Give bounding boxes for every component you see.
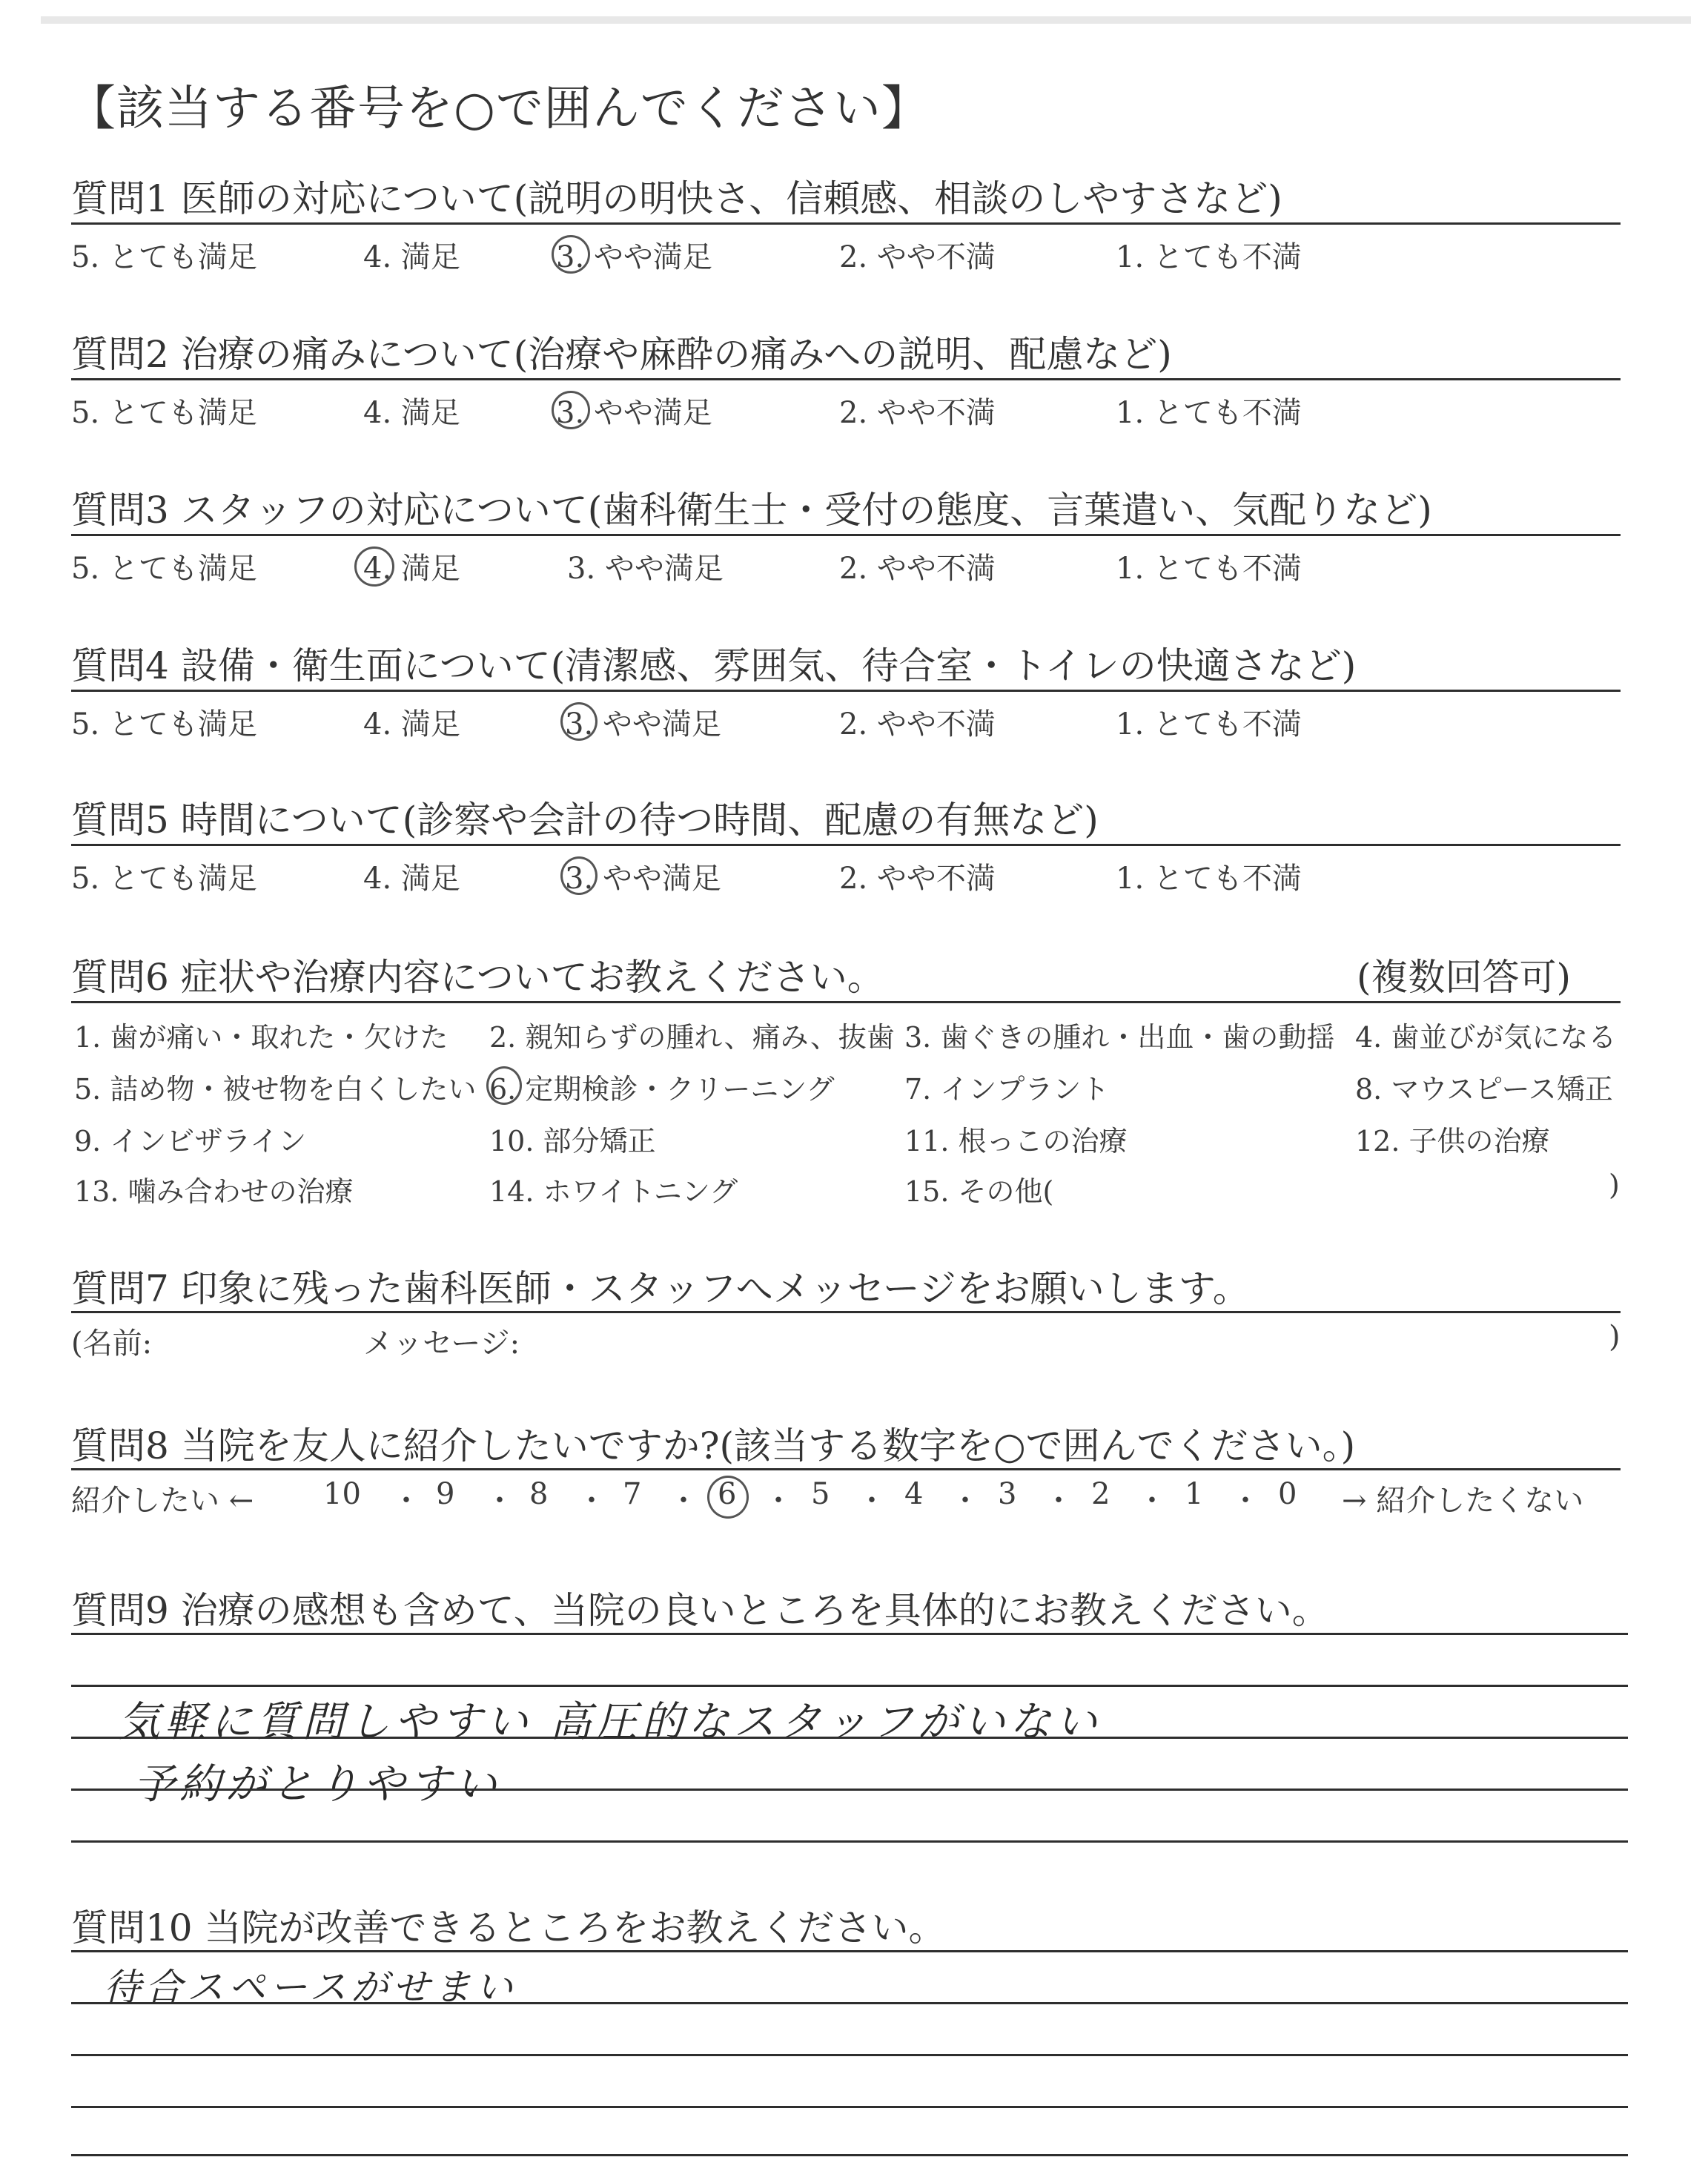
q3-option-2[interactable]: 2. やや不満 <box>839 552 996 586</box>
q8-scale-7[interactable]: 7 <box>623 1477 642 1511</box>
q8-scale-8[interactable]: 8 <box>529 1477 549 1511</box>
q6-option-1[interactable]: 1. 歯が痛い・取れた・欠けた <box>74 1021 448 1054</box>
q8-dot: ・ <box>669 1484 698 1518</box>
q2-option-2[interactable]: 2. やや不満 <box>839 396 996 430</box>
q9-answer-line-2[interactable]: 予約がとりやすい <box>133 1760 501 1809</box>
q6-option-8[interactable]: 8. マウスピース矯正 <box>1355 1073 1613 1106</box>
q1-option-4[interactable]: 4. 満足 <box>363 240 460 274</box>
question-6-note: (複数回答可) <box>1357 956 1572 999</box>
q4-option-3-selected[interactable]: 3. やや満足 <box>565 701 721 743</box>
question-4-label: 質問4 設備・衛生面について(清潔感、雰囲気、待合室・トイレの快適さなど) <box>71 644 1357 687</box>
question-5-label: 質問5 時間について(診察や会計の待つ時間、配慮の有無など) <box>71 799 1099 842</box>
q3-option-5[interactable]: 5. とても満足 <box>71 552 257 586</box>
q3-option-4-selected[interactable]: 4. 満足 <box>363 545 460 587</box>
q8-dot: ・ <box>391 1484 421 1518</box>
q6-option-3[interactable]: 3. 歯ぐきの腫れ・出血・歯の動揺 <box>904 1021 1335 1054</box>
q8-dot: ・ <box>1231 1484 1260 1518</box>
selection-circle <box>707 1476 749 1519</box>
answer-line <box>71 1633 1628 1635</box>
answer-line <box>71 1840 1628 1843</box>
page-title: 【該当する番号を○で囲んでください】 <box>68 82 930 136</box>
selection-circle <box>552 391 590 429</box>
q8-scale-0[interactable]: 0 <box>1278 1477 1297 1511</box>
q6-option-14[interactable]: 14. ホワイトニング <box>489 1175 738 1208</box>
q3-option-1[interactable]: 1. とても不満 <box>1116 552 1302 586</box>
q4-option-4[interactable]: 4. 満足 <box>363 707 460 742</box>
rule <box>71 1468 1621 1470</box>
answer-line <box>71 2154 1628 2156</box>
question-8-label: 質問8 当院を友人に紹介したいですか?(該当する数字を○で囲んでください。) <box>71 1424 1356 1467</box>
q6-option-13[interactable]: 13. 噛み合わせの治療 <box>74 1175 354 1208</box>
q8-scale-5[interactable]: 5 <box>811 1477 830 1511</box>
q6-option-10[interactable]: 10. 部分矯正 <box>489 1125 656 1157</box>
q8-dot: ・ <box>1044 1484 1073 1518</box>
q2-option-4[interactable]: 4. 満足 <box>363 396 460 430</box>
rule <box>71 534 1621 536</box>
q6-option-11[interactable]: 11. 根っこの治療 <box>904 1125 1128 1157</box>
q3-option-3[interactable]: 3. やや満足 <box>567 552 724 586</box>
rule <box>71 378 1621 380</box>
question-3-label: 質問3 スタッフの対応について(歯科衛生士・受付の態度、言葉遣い、気配りなど) <box>71 489 1432 532</box>
q8-scale-10[interactable]: 10 <box>323 1477 361 1511</box>
q1-option-1[interactable]: 1. とても不満 <box>1116 240 1302 274</box>
q8-dot: ・ <box>485 1484 514 1518</box>
q1-option-5[interactable]: 5. とても満足 <box>71 240 257 274</box>
q8-left-label: 紹介したい ← <box>71 1484 254 1518</box>
selection-circle <box>354 546 394 587</box>
rule <box>71 222 1621 225</box>
q2-option-3-selected[interactable]: 3. やや満足 <box>556 389 712 432</box>
q10-answer-line-1[interactable]: 待合スペースがせまい <box>104 1966 517 2009</box>
q6-option-6-selected[interactable]: 6. 定期検診・クリーニング <box>489 1066 835 1107</box>
q6-option-15-other[interactable]: 15. その他( <box>904 1175 1054 1208</box>
q5-option-4[interactable]: 4. 満足 <box>363 862 460 896</box>
q5-option-1[interactable]: 1. とても不満 <box>1116 862 1302 896</box>
q2-option-1[interactable]: 1. とても不満 <box>1116 396 1302 430</box>
rule <box>71 690 1621 692</box>
q8-scale-9[interactable]: 9 <box>436 1477 455 1511</box>
q7-close-paren: ) <box>1609 1320 1621 1354</box>
q6-other-close-paren: ) <box>1609 1169 1620 1201</box>
q5-option-2[interactable]: 2. やや不満 <box>839 862 996 896</box>
q9-answer-line-1[interactable]: 気軽に質問しやすい 高圧的なスタッフがいない <box>119 1698 1102 1746</box>
q8-dot: ・ <box>764 1484 793 1518</box>
question-1-label: 質問1 医師の対応について(説明の明快さ、信頼感、相談のしやすさなど) <box>71 177 1282 220</box>
q7-message-label: メッセージ: <box>363 1327 520 1361</box>
rule <box>71 1311 1621 1313</box>
rule <box>71 1001 1621 1003</box>
q4-option-1[interactable]: 1. とても不満 <box>1116 707 1302 742</box>
q8-dot: ・ <box>577 1484 606 1518</box>
q4-option-2[interactable]: 2. やや不満 <box>839 707 996 742</box>
q2-option-5[interactable]: 5. とても満足 <box>71 396 257 430</box>
question-6-label: 質問6 症状や治療内容についてお教えください。 <box>71 956 884 999</box>
q8-dot: ・ <box>950 1484 980 1518</box>
q8-scale-4[interactable]: 4 <box>904 1477 924 1511</box>
q6-option-9[interactable]: 9. インビザライン <box>74 1125 307 1157</box>
q1-option-2[interactable]: 2. やや不満 <box>839 240 996 274</box>
q8-right-label: → 紹介したくない <box>1342 1484 1584 1518</box>
q6-option-5[interactable]: 5. 詰め物・被せ物を白くしたい <box>74 1073 477 1106</box>
answer-line <box>71 1950 1628 1952</box>
selection-circle <box>560 702 598 741</box>
q8-scale-2[interactable]: 2 <box>1091 1477 1110 1511</box>
q8-dot: ・ <box>857 1484 887 1518</box>
question-2-label: 質問2 治療の痛みについて(治療や麻酔の痛みへの説明、配慮など) <box>71 333 1172 376</box>
q8-scale-1[interactable]: 1 <box>1185 1477 1204 1511</box>
q6-option-12[interactable]: 12. 子供の治療 <box>1355 1125 1550 1157</box>
q8-scale-6-selected[interactable]: 6 <box>718 1477 736 1511</box>
question-7-label: 質問7 印象に残った歯科医師・スタッフへメッセージをお願いします。 <box>71 1267 1250 1310</box>
question-10-label: 質問10 当院が改善できるところをお教えください。 <box>71 1906 946 1949</box>
selection-circle <box>552 235 590 274</box>
q1-option-3-selected[interactable]: 3. やや満足 <box>556 234 712 276</box>
q4-option-5[interactable]: 5. とても満足 <box>71 707 257 742</box>
rule <box>71 844 1621 846</box>
answer-line <box>71 2054 1628 2056</box>
q7-name-label: (名前: <box>71 1327 153 1361</box>
question-9-label: 質問9 治療の感想も含めて、当院の良いところを具体的にお教えください。 <box>71 1589 1329 1632</box>
scan-top-border <box>41 16 1691 24</box>
answer-line <box>71 1685 1628 1687</box>
answer-line <box>71 2106 1628 2108</box>
q6-option-2[interactable]: 2. 親知らずの腫れ、痛み、抜歯 <box>489 1021 895 1054</box>
q8-dot: ・ <box>1137 1484 1167 1518</box>
q5-option-5[interactable]: 5. とても満足 <box>71 862 257 896</box>
q8-scale-3[interactable]: 3 <box>998 1477 1017 1511</box>
q5-option-3-selected[interactable]: 3. やや満足 <box>565 855 721 897</box>
q6-option-4[interactable]: 4. 歯並びが気になる <box>1355 1021 1617 1054</box>
selection-circle <box>486 1066 522 1105</box>
selection-circle <box>560 856 598 895</box>
q6-option-7[interactable]: 7. インプラント <box>904 1073 1110 1106</box>
